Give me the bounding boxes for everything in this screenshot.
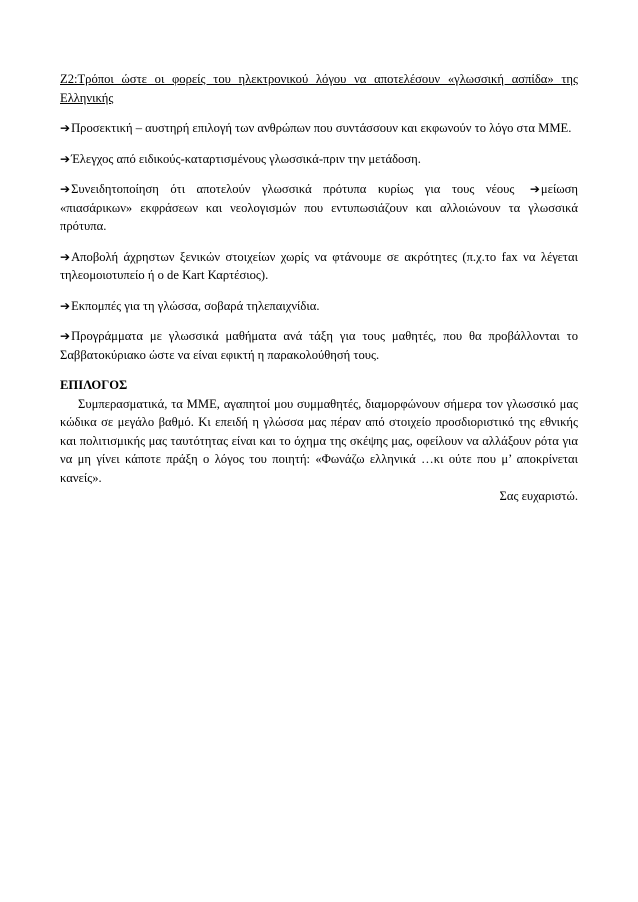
list-item (60, 150, 578, 169)
document-page (60, 70, 578, 506)
section-heading: Ζ2:Τρόποι ώστε οι φορείς του ηλεκτρονικού λόγου να αποτελέσουν «γλωσσική ασπίδα» της Ελληνικής (60, 72, 578, 105)
right-arrow-icon: ➔ (60, 329, 71, 343)
right-arrow-icon: ➔ (60, 249, 71, 264)
right-arrow-icon: ➔ (60, 121, 71, 135)
list-item-text: Αποβολή άχρηστων ξενικών στοιχείων χωρίς να φτάνουμε σε ακρότητες (π.χ.το fax να λέγεται τηλεομοιοτυπείο ή ο de Kart Καρτέσιος). (60, 249, 578, 282)
closing-thanks: Σας ευχαριστώ. (499, 489, 578, 503)
list-item-text: Έλεγχος από ειδικούς-καταρτισμένους γλωσσικά-πριν την μετάδοση. (71, 151, 421, 166)
list-item (60, 248, 578, 285)
right-arrow-icon: ➔ (60, 151, 71, 166)
list-item (60, 327, 578, 364)
right-arrow-icon: ➔ (60, 298, 71, 313)
list-item-text: Συνειδητοποίηση ότι αποτελούν γλωσσικά πρότυπα κυρίως για τους νέους (71, 182, 515, 196)
list-item-text: Εκπομπές για τη γλώσσα, σοβαρά τηλεπαιχνίδια. (71, 298, 320, 313)
epilogue-title: ΕΠΙΛΟΓΟΣ (60, 378, 128, 392)
list-item (60, 119, 578, 138)
list-item-text: μείωση «πιασάρικων» εκφράσεων και νεολογισμών που εντυπωσιάζουν και αλλοιώνουν τα γλωσσικά πρότυπα. (60, 182, 578, 233)
right-arrow-icon: ➔ (60, 182, 71, 196)
list-item (60, 297, 578, 316)
epilogue-body: Συμπερασματικά, τα ΜΜΕ, αγαπητοί μου συμμαθητές, διαμορφώνουν σήμερα τον γλωσσικό μας κώδικα σε μεγάλο βαθμό. Κι επειδή η γλώσσα μας πέραν από στοιχείο προσδιοριστικό της εθνικής και πολιτισμικής μας ταυτότητας είναι και το όχημα της σκέψης μας, οφείλουν να αλλάξουν ρότα για να μη γίνει κάποτε πράξη ο λόγος του ποιητή: «Φωνάζω ελληνικά …κι ούτε που μ’ αποκρίνεται κανείς». (60, 396, 578, 485)
list-item-text: Προγράμματα με γλωσσικά μαθήματα ανά τάξη για τους μαθητές, που θα προβάλλονται το Σαββατοκύριακο ώστε να είναι εφικτή η παρακολούθησή τους. (60, 329, 578, 362)
list-item-text: Προσεκτική – αυστηρή επιλογή των ανθρώπων που συντάσσουν και εκφωνούν το λόγο στα ΜΜΕ. (71, 121, 572, 135)
list-item (60, 180, 578, 236)
right-arrow-icon: ➔ (529, 182, 540, 196)
